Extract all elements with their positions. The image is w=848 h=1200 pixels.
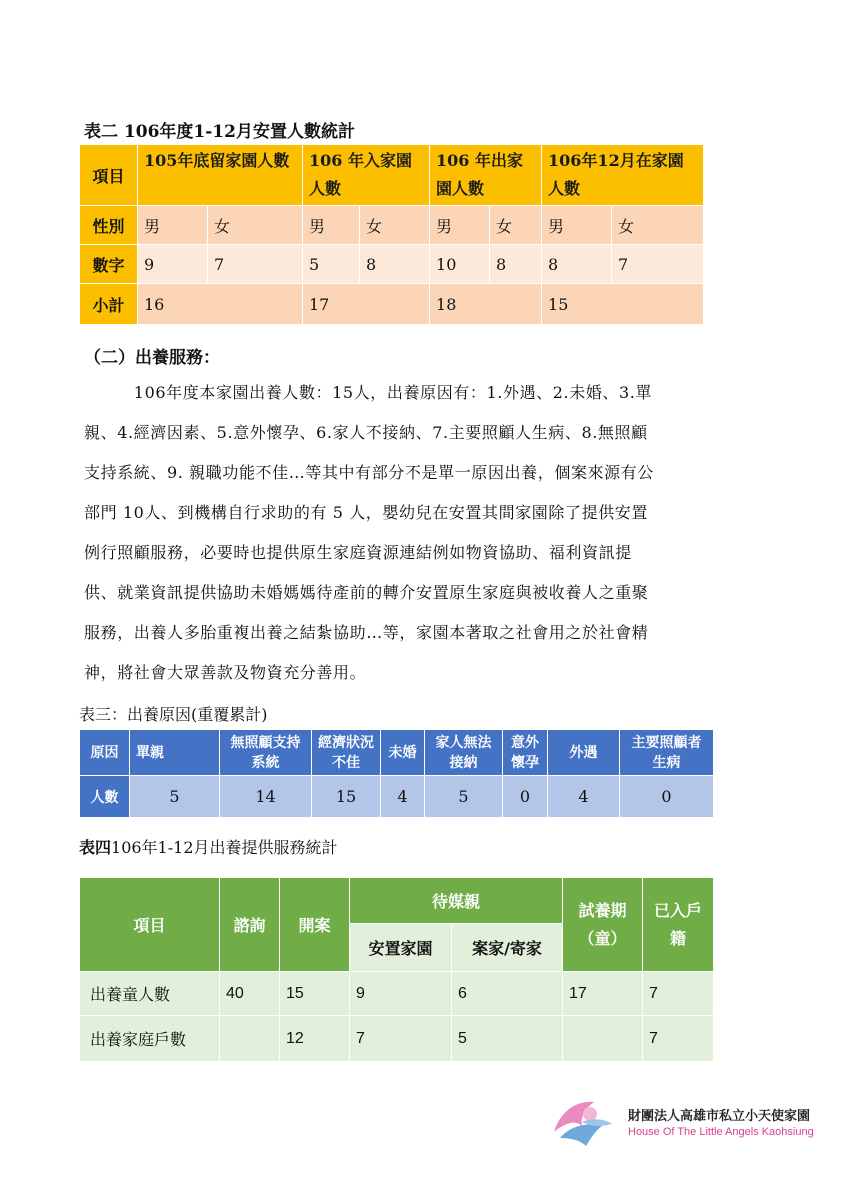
section-body: [84, 373, 774, 693]
header-unexpected-pregnancy: 意外懷孕: [503, 730, 548, 776]
org-name-en: House Of The Little Angels Kaohsiung: [628, 1126, 814, 1138]
table4-caption-label: 表四: [79, 838, 112, 857]
header-remaining-105: 105年底留家園人數: [138, 145, 303, 206]
angel-logo-icon: [546, 1092, 626, 1148]
cell: 5: [425, 776, 503, 818]
cell: 女: [490, 206, 542, 245]
header-consult: 諮詢: [220, 878, 280, 972]
row-label: 出養童人數: [80, 972, 220, 1016]
cell: 7: [643, 972, 714, 1016]
org-logo: [546, 1092, 626, 1148]
table2-caption: 表二 106年度1-12月安置人數統計: [84, 122, 355, 142]
cell: 15: [542, 284, 704, 325]
cell: 女: [612, 206, 704, 245]
row-label-count: 數字: [80, 245, 138, 284]
cell: 8: [490, 245, 542, 284]
cell: 女: [360, 206, 430, 245]
cell: 17: [563, 972, 643, 1016]
cell: 男: [138, 206, 208, 245]
cell: [563, 1016, 643, 1062]
header-entered-106: 106 年入家園人數: [303, 145, 430, 206]
body-line: 例行照顧服務，必要時也提供原生家庭資源連結例如物資協助、福利資訊提: [84, 543, 632, 562]
cell: 5: [303, 245, 360, 284]
cell: 10: [430, 245, 490, 284]
body-line: 供、就業資訊提供協助未婚媽媽待產前的轉介安置原生家庭與被收養人之重聚: [84, 583, 649, 602]
cell: 4: [381, 776, 425, 818]
placement-stats-table: [79, 144, 704, 325]
header-left-106: 106 年出家園人數: [430, 145, 542, 206]
header-registered: 已入戶籍: [643, 878, 714, 972]
cell: 7: [643, 1016, 714, 1062]
cell: 7: [612, 245, 704, 284]
cell: 8: [360, 245, 430, 284]
cell: 7: [350, 1016, 452, 1062]
header-placement-home: 安置家園: [350, 924, 452, 972]
body-line: 部門 10人、到機構自行求助的有 5 人，嬰幼兒在安置其間家園除了提供安置: [84, 503, 648, 522]
cell: 男: [430, 206, 490, 245]
cell: 5: [452, 1016, 563, 1062]
cell: 7: [208, 245, 303, 284]
header-economic: 經濟狀況不佳: [312, 730, 381, 776]
table4-caption: [79, 835, 338, 858]
cell: 9: [350, 972, 452, 1016]
header-trial-period: 試養期（童）: [563, 878, 643, 972]
header-present-dec-106: 106年12月在家園人數: [542, 145, 704, 206]
header-open-case: 開案: [280, 878, 350, 972]
cell: 18: [430, 284, 542, 325]
body-line: 服務，出養人多胎重複出養之結紮協助…等，家園本著取之社會用之於社會精: [84, 623, 649, 642]
body-line: 支持系統、9. 親職功能不佳…等其中有部分不是單一原因出養，個案來源有公: [84, 463, 654, 482]
cell: 15: [312, 776, 381, 818]
table4-caption-text: 106年1-12月出養提供服務統計: [111, 838, 338, 857]
header-unmarried: 未婚: [381, 730, 425, 776]
cell: 14: [220, 776, 312, 818]
cell: 9: [138, 245, 208, 284]
cell: 男: [542, 206, 612, 245]
cell: 0: [503, 776, 548, 818]
cell: [220, 1016, 280, 1062]
table3-caption: 表三：出養原因(重覆累計): [79, 705, 268, 724]
row-label: 出養家庭戶數: [80, 1016, 220, 1062]
cell: 12: [280, 1016, 350, 1062]
cell: 6: [452, 972, 563, 1016]
header-family-reject: 家人無法接納: [425, 730, 503, 776]
header-affair: 外遇: [548, 730, 620, 776]
section-heading: （二）出養服務：: [84, 348, 220, 368]
header-no-support: 無照顧支持系統: [220, 730, 312, 776]
cell: 16: [138, 284, 303, 325]
body-line: 106年度本家園出養人數：15人，出養原因有：1.外遇、2.未婚、3.單: [84, 383, 653, 402]
row-label-gender: 性別: [80, 206, 138, 245]
cell: 0: [620, 776, 714, 818]
header-case-home: 案家/寄家: [452, 924, 563, 972]
header-item: 項目: [80, 878, 220, 972]
header-single-parent: 單親: [130, 730, 220, 776]
body-line: 親、4.經濟因素、5.意外懷孕、6.家人不接納、7.主要照顧人生病、8.無照顧: [84, 423, 648, 442]
adoption-services-table: [79, 877, 714, 1062]
header-reason: 原因: [80, 730, 130, 776]
header-item: 項目: [80, 145, 138, 206]
adoption-reasons-table: [79, 729, 714, 818]
cell: 5: [130, 776, 220, 818]
row-label-subtotal: 小計: [80, 284, 138, 325]
header-caregiver-ill: 主要照顧者生病: [620, 730, 714, 776]
cell: 男: [303, 206, 360, 245]
cell: 8: [542, 245, 612, 284]
row-label-count: 人數: [80, 776, 130, 818]
cell: 17: [303, 284, 430, 325]
org-name-zh: 財團法人高雄市私立小天使家園: [628, 1108, 811, 1123]
body-line: 神，將社會大眾善款及物資充分善用。: [84, 663, 367, 682]
cell: 15: [280, 972, 350, 1016]
cell: 40: [220, 972, 280, 1016]
cell: 女: [208, 206, 303, 245]
header-waiting-match: 待媒親: [350, 878, 563, 924]
cell: 4: [548, 776, 620, 818]
